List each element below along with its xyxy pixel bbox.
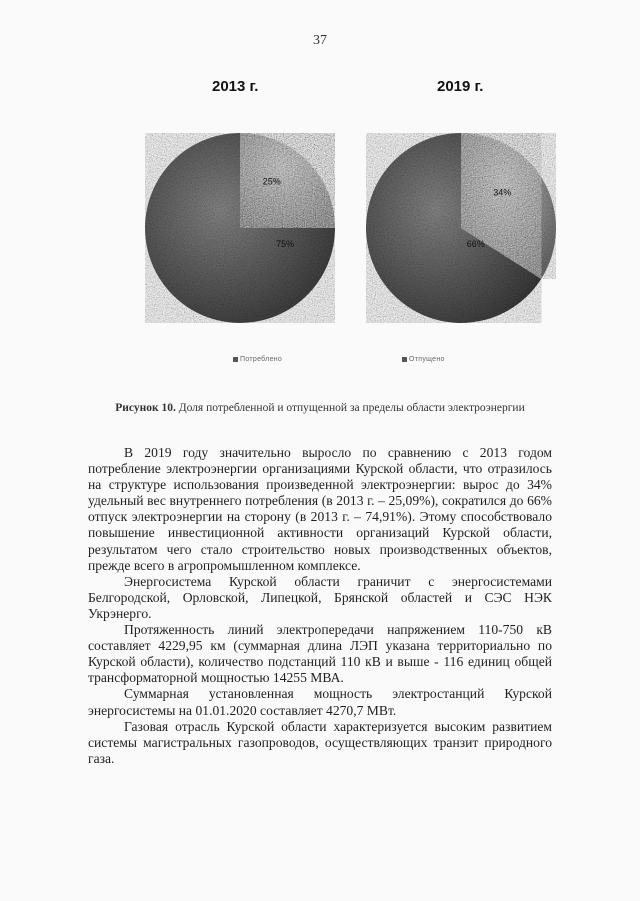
figure-caption <box>0 402 640 415</box>
legend-item-consumed <box>233 356 282 363</box>
chart-title-2013: 2013 г. <box>212 78 259 95</box>
pie-data-label-consumed: 25% <box>262 176 281 187</box>
legend-label-released: Отпущено <box>409 356 445 363</box>
pie-data-label-released: 66% <box>466 239 485 249</box>
pie-data-label-consumed: 34% <box>493 187 512 198</box>
paragraph: В 2019 году значительно выросло по сравнению с 2013 годом потребление электроэнергии организациями Курской области, что отразилось на структуре использования произведенной электроэнергии: вырос до 34% удельный вес внутреннего потребления (в 2013 г. – 25,09%), сократился до 66% отпуск электроэнергии на сторону (в 2013 г. – 74,91%). Этому способствовало повышение инвестиционной активности организаций Курской области, результатом чего стало строительство новых производственных объектов, прежде всего в агропромышленном комплексе. <box>88 445 552 573</box>
chart-title-2019: 2019 г. <box>437 78 484 95</box>
pie-2019 <box>366 133 556 323</box>
legend-item-released <box>402 356 445 363</box>
body-text <box>88 445 552 767</box>
paragraph: Суммарная установленная мощность электростанций Курской энергосистемы на 01.01.2020 составляет 4270,7 МВт. <box>88 686 552 718</box>
legend-label-consumed: Потреблено <box>240 356 283 363</box>
pie-data-label-released: 75% <box>276 239 295 249</box>
figure-caption-text: Доля потребленной и отпущенной за пределы области электроэнергии <box>178 402 525 414</box>
legend-swatch-consumed <box>233 357 238 362</box>
figure-caption-label: Рисунок 10. <box>115 402 176 414</box>
pie-charts <box>140 132 580 332</box>
pie-2013 <box>145 133 335 323</box>
paragraph: Газовая отрасль Курской области характеризуется высоким развитием системы магистральных газопроводов, осуществляющих транзит природного газа. <box>88 718 552 766</box>
paragraph: Энергосистема Курской области граничит с энергосистемами Белгородской, Орловской, Липецкой, Брянской областей и СЭС НЭК Укрэнерго. <box>88 573 552 621</box>
pie-slice-consumed <box>240 133 335 228</box>
paragraph: Протяженность линий электропередачи напряжением 110-750 кВ составляет 4229,95 км (суммарная длина ЛЭП указана территориально по Курской области), количество подстанций 110 кВ и выше - 116 единиц общей трансформаторной мощностью 14255 МВА. <box>88 622 552 686</box>
page-number: 37 <box>313 33 327 48</box>
legend-swatch-released <box>402 357 407 362</box>
